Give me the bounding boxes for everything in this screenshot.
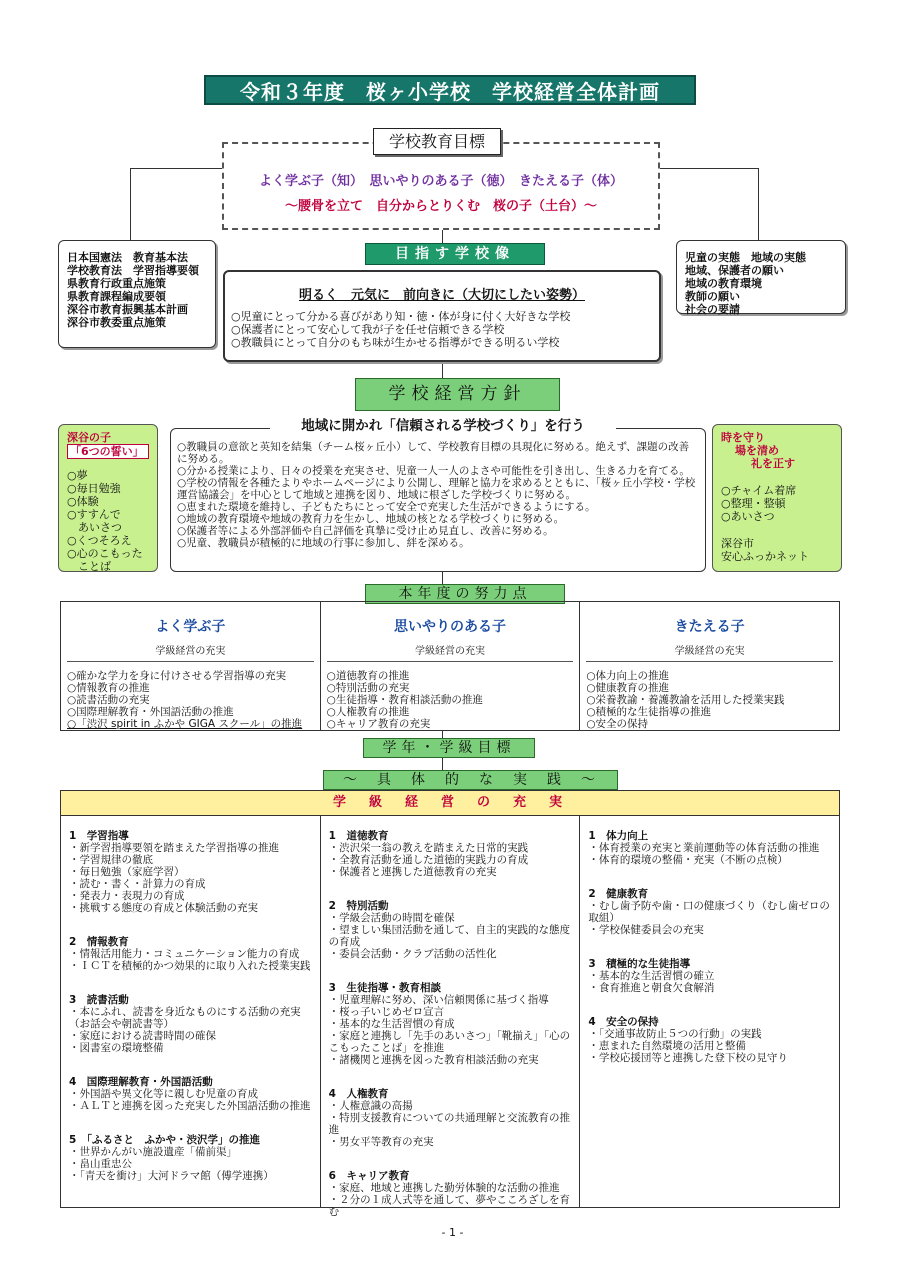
- connector-right-v: [758, 168, 759, 240]
- school-image-item: ○児童にとって分かる喜びがあり知・徳・体が身に付く大好きな学校: [231, 310, 571, 323]
- fukaya-vows-title2: 「6つの誓い」: [67, 444, 149, 459]
- practice-item: ・情報活用能力・コミュニケーション能力の育成: [69, 948, 300, 960]
- practice-col: [321, 816, 581, 1218]
- grade-goal-heading: 学年・学級目標: [363, 738, 535, 758]
- practice-item: ・学習規律の徹底: [69, 854, 153, 866]
- connector-right-h: [660, 168, 758, 169]
- discipline-line1: 時を守り: [721, 431, 765, 444]
- discipline-line3: 礼を正す: [751, 457, 795, 470]
- effort-col-learn: [61, 602, 321, 730]
- fukaya-vows-item: ○くつそろえ: [67, 534, 132, 547]
- effort-col-title: よく学ぶ子: [155, 619, 226, 635]
- effort-item: ○安全の保持: [586, 718, 649, 730]
- practice-section: [69, 1076, 314, 1112]
- practice-section-heading: 3 積極的な生徒指導: [588, 958, 691, 970]
- effort-col-sub: 学級経営の充実: [67, 642, 314, 662]
- practice-item: ・「青天を衝け」大河ドラマ館（傅学連携）: [69, 1170, 274, 1182]
- school-goal-line2: ～腰骨を立て 自分からとりくむ 桜の子（土台）～: [284, 199, 597, 214]
- discipline-line2: 場を清め: [735, 444, 779, 457]
- school-goal-line1: よく学ぶ子（知） 思いやりのある子（徳） きたえる子（体）: [258, 174, 623, 189]
- legal-basis-item: 県教育行政重点施策: [67, 277, 166, 290]
- practice-section: [329, 1170, 574, 1218]
- practice-item: ・桜っ子いじめゼロ宣言: [328, 1006, 445, 1018]
- fukaya-vows-item: ○すすんで: [67, 508, 121, 521]
- effort-col-title: きたえる子: [674, 619, 745, 635]
- effort-col-sub: 学級経営の充実: [327, 642, 574, 662]
- practice-section-heading: 1 学習指導: [69, 830, 129, 842]
- effort-heading: 本年度の努力点: [365, 584, 565, 604]
- practice-item: ・家庭における読書時間の確保: [69, 1030, 216, 1042]
- school-image-list: [231, 310, 655, 349]
- practice-section: [588, 958, 833, 994]
- practice-item: ・委員会活動・クラブ活動の活性化: [328, 948, 497, 960]
- practice-section-heading: 2 特別活動: [328, 900, 389, 912]
- practice-item: ・家庭、地域と連携した勤労体験的な活動の推進: [328, 1182, 560, 1194]
- practice-item: ・新学習指導要領を踏まえた学習指導の推進: [69, 842, 279, 854]
- practice-section-heading: 3 読書活動: [69, 994, 129, 1006]
- practice-item: ・児童理解に努め、深い信頼関係に基づく指導: [328, 994, 549, 1006]
- discipline-item: ○チャイム着席: [721, 484, 797, 497]
- discipline-box: [712, 424, 842, 572]
- policy-item: ○恵まれた環境を維持し、子どもたちにとって安全で充実した生活ができるようにする。: [177, 501, 596, 513]
- effort-table: [60, 601, 840, 731]
- fukaya-vows-title1: 深谷の子: [67, 431, 111, 444]
- context-item: 地域の教育環境: [685, 277, 762, 290]
- effort-col-caring: [321, 602, 581, 730]
- practice-item: ・発表力・表現力の育成: [69, 890, 185, 902]
- effort-item: ○キャリア教育の充実: [326, 718, 431, 730]
- practice-item: ・望ましい集団活動を通して、自主的実践的な態度の育成: [328, 924, 570, 948]
- discipline-item: ○整理・整頓: [721, 497, 786, 510]
- policy-item: ○地域の教育環境や地域の教育力を生かし、地域の核となる学校づくりに努める。: [177, 513, 565, 525]
- practice-item: ・畠山重忠公: [69, 1158, 132, 1170]
- practice-section-heading: 6 キャリア教育: [328, 1170, 410, 1182]
- practice-item: ・むし歯予防や歯・口の健康づくり（むし歯ゼロの取組）: [588, 900, 830, 924]
- effort-item: ○健康教育の推進: [586, 682, 670, 694]
- practice-section: [329, 1088, 574, 1148]
- effort-col-train: [580, 602, 839, 730]
- legal-basis-item: 日本国憲法 教育基本法: [67, 251, 188, 264]
- school-image-heading: 目指す学校像: [365, 243, 545, 265]
- context-item: 教師の願い: [685, 290, 740, 303]
- fukaya-vows-item: ○体験: [67, 495, 99, 508]
- practice-item: ・保護者と連携した道徳教育の充実: [328, 866, 497, 878]
- fukaya-vows-item: ○心のこもった: [67, 547, 143, 560]
- fukaya-vows-item: ことば: [67, 560, 111, 573]
- effort-item: ○国際理解教育・外国語活動の推進: [67, 706, 234, 718]
- policy-item: ○保護者等による外部評価や自己評価を真摯に受け止め見直し、改善に努める。: [177, 525, 554, 537]
- practice-section-heading: 5 「ふるさと ふかや・渋沢学」の推進: [69, 1134, 261, 1146]
- school-image-sub: 明るく 元気に 前向きに（大切にしたい姿勢）: [298, 288, 585, 303]
- policy-item: ○分かる授業により、日々の授業を充実させ、児童一人一人のよさや可能性を引き出し、生きる力を育てる。: [177, 465, 690, 477]
- practice-section-heading: 2 情報教育: [69, 936, 129, 948]
- practice-section-heading: 2 健康教育: [588, 888, 649, 900]
- practice-section: [69, 994, 314, 1054]
- legal-basis-box: [58, 240, 216, 348]
- practice-section-heading: 4 国際理解教育・外国語活動: [69, 1076, 213, 1088]
- practice-col: [61, 816, 321, 1208]
- practice-heading: ～ 具 体 的 な 実 践 ～: [323, 770, 618, 790]
- practice-table: [60, 790, 840, 1218]
- practice-col: [580, 816, 839, 1208]
- legal-basis-item: 深谷市教委重点施策: [67, 316, 166, 329]
- practice-item: ・諸機関と連携を図った教育相談活動の充実: [328, 1054, 539, 1066]
- discipline-footer1: 深谷市: [721, 537, 754, 550]
- effort-item: ○情報教育の推進: [67, 682, 150, 694]
- effort-item: ○特別活動の充実: [326, 682, 410, 694]
- effort-col-list: [61, 666, 320, 734]
- legal-basis-item: 深谷市教育振興基本計画: [67, 303, 188, 316]
- context-item: 地域、保護者の願い: [685, 264, 784, 277]
- effort-item: ○生徒指導・教育相談活動の推進: [326, 694, 483, 706]
- practice-item: ・体育的環境の整備・充実（不断の点検）: [588, 854, 788, 866]
- fukaya-vows-item: あいさつ: [67, 521, 122, 534]
- discipline-item: ○あいさつ: [721, 510, 775, 523]
- practice-item: ・全教育活動を通した道徳的実践力の育成: [328, 854, 529, 866]
- effort-item: ○「渋沢 spirit in ふかや GIGA スクール」の推進: [67, 718, 303, 730]
- fukaya-vows-item: ○毎日勉強: [67, 482, 121, 495]
- legal-basis-item: 学校教育法 学習指導要領: [67, 264, 199, 277]
- effort-item: ○確かな学力を身に付けさせる学習指導の充実: [67, 670, 287, 682]
- effort-col-title: 思いやりのある子: [394, 619, 506, 635]
- context-box: [676, 240, 846, 314]
- practice-section-heading: 4 人権教育: [328, 1088, 389, 1100]
- effort-col-list: [580, 666, 839, 734]
- practice-section: [588, 830, 833, 866]
- practice-item: ・基本的な生活習慣の確立: [588, 970, 715, 982]
- effort-item: ○積極的な生徒指導の推進: [586, 706, 712, 718]
- context-item: 社会の要請: [685, 303, 740, 316]
- school-goal-heading: 学校教育目標: [373, 128, 501, 155]
- practice-item: ・読む・書く・計算力の育成: [69, 878, 206, 890]
- practice-item: ・食育推進と朝食欠食解消: [588, 982, 715, 994]
- practice-item: ・外国語や異文化等に親しむ児童の育成: [69, 1088, 258, 1100]
- effort-col-sub: 学級経営の充実: [586, 642, 833, 662]
- practice-item: ・基本的な生活習慣の育成: [328, 1018, 455, 1030]
- practice-item: ・挑戦する態度の育成と体験活動の充実: [69, 902, 258, 914]
- practice-item: ・渋沢栄一翁の教えを踏まえた日常的実践: [328, 842, 529, 854]
- connector-left-h: [130, 168, 222, 169]
- policy-sub: 地域に開かれ「信頼される学校づくり」を行う: [270, 414, 616, 434]
- practice-section-heading: 3 生徒指導・教育相談: [328, 982, 441, 994]
- practice-item: ・ＩＣＴを積極的かつ効果的に取り入れた授業実践: [69, 960, 311, 972]
- practice-item: ・世界かんがい施設遺産「備前渠」: [69, 1146, 237, 1158]
- page-number: - 1 -: [441, 1226, 464, 1239]
- practice-item: ・ＡＬＴと連携を図った充実した外国語活動の推進: [69, 1100, 311, 1112]
- practice-item: ・特別支援教育についての共通理解と交流教育の推進: [328, 1112, 570, 1136]
- policy-box: [170, 428, 706, 572]
- connector-center-3: [442, 572, 443, 584]
- effort-item: ○読書活動の充実: [67, 694, 150, 706]
- practice-item: ・学級会活動の時間を確保: [328, 912, 455, 924]
- fukaya-vows-item: ○夢: [67, 469, 88, 482]
- effort-item: ○道徳教育の推進: [326, 670, 410, 682]
- legal-basis-item: 県教育課程編成要領: [67, 290, 166, 303]
- effort-col-list: [321, 666, 580, 734]
- school-image-item: ○保護者にとって安心して我が子を任せ信頼できる学校: [231, 323, 505, 336]
- policy-list: [177, 441, 699, 549]
- page-title: 令和３年度 桜ヶ小学校 学校経営全体計画: [204, 75, 696, 105]
- practice-section: [329, 982, 574, 1066]
- practice-section-heading: 1 体力向上: [588, 830, 649, 842]
- practice-item: ・体育授業の充実と業前運動等の体育活動の推進: [588, 842, 820, 854]
- discipline-footer2: 安心ふっかネット: [721, 550, 809, 563]
- context-item: 児童の実態 地域の実態: [685, 251, 806, 264]
- practice-item: ・男女平等教育の充実: [328, 1136, 434, 1148]
- practice-section: [69, 830, 314, 914]
- practice-section-heading: 4 安全の保持: [588, 1016, 659, 1028]
- practice-columns: [61, 816, 839, 1218]
- effort-item: ○人権教育の推進: [326, 706, 410, 718]
- practice-section: [329, 900, 574, 960]
- practice-item: ・家庭と連携し「先手のあいさつ」「靴揃え」「心のこもったことば」を推進: [328, 1030, 571, 1054]
- effort-item: ○栄養教諭・養護教諭を活用した授業実践: [586, 694, 785, 706]
- practice-item: ・２分の１成人式等を通して、夢やこころざしを育む: [328, 1194, 570, 1218]
- practice-item: ・恵まれた自然環境の活用と整備: [588, 1040, 746, 1052]
- connector-center-2: [442, 362, 443, 378]
- practice-section-heading: 1 道徳教育: [328, 830, 389, 842]
- practice-section: [69, 1134, 314, 1182]
- practice-section: [69, 936, 314, 972]
- practice-item: ・「交通事故防止５つの行動」の実践: [588, 1028, 762, 1040]
- policy-item: ○児童、教職員が積極的に地域の行事に参加し、絆を深める。: [177, 537, 470, 549]
- practice-item: ・本にふれ、読書を身近なものにする活動の充実（お話会や朝読書等）: [69, 1006, 301, 1030]
- practice-sub: 学 級 経 営 の 充 実: [61, 791, 839, 816]
- practice-section: [588, 888, 833, 936]
- practice-item: ・人権意識の高揚: [328, 1100, 413, 1112]
- practice-item: ・毎日勉強（家庭学習）: [69, 866, 185, 878]
- practice-item: ・学校応援団等と連携した登下校の見守り: [588, 1052, 788, 1064]
- connector-left-v: [130, 168, 131, 240]
- fukaya-vows-box: [58, 424, 158, 572]
- practice-item: ・図書室の環境整備: [69, 1042, 164, 1054]
- policy-item: ○学校の情報を各種たよりやホームページにより公開し、理解と協力を求めるとともに、「桜ヶ丘小学校・学校運営協議会」を中心として地域と連携を図り、地域に根ざした学校づくりに努める。: [177, 477, 696, 501]
- practice-item: ・学校保健委員会の充実: [588, 924, 704, 936]
- policy-heading: 学校経営方針: [355, 378, 560, 411]
- practice-section: [329, 830, 574, 878]
- policy-item: ○教職員の意欲と英知を結集（チーム桜ヶ丘小）して、学校教育目標の具現化に努める。絶えず、課題の改善に努める。: [177, 441, 690, 465]
- practice-section: [588, 1016, 833, 1064]
- school-image-item: ○教職員にとって自分のもち味が生かせる指導ができる明るい学校: [231, 336, 560, 349]
- school-image-box: [223, 270, 661, 362]
- effort-item: ○体力向上の推進: [586, 670, 670, 682]
